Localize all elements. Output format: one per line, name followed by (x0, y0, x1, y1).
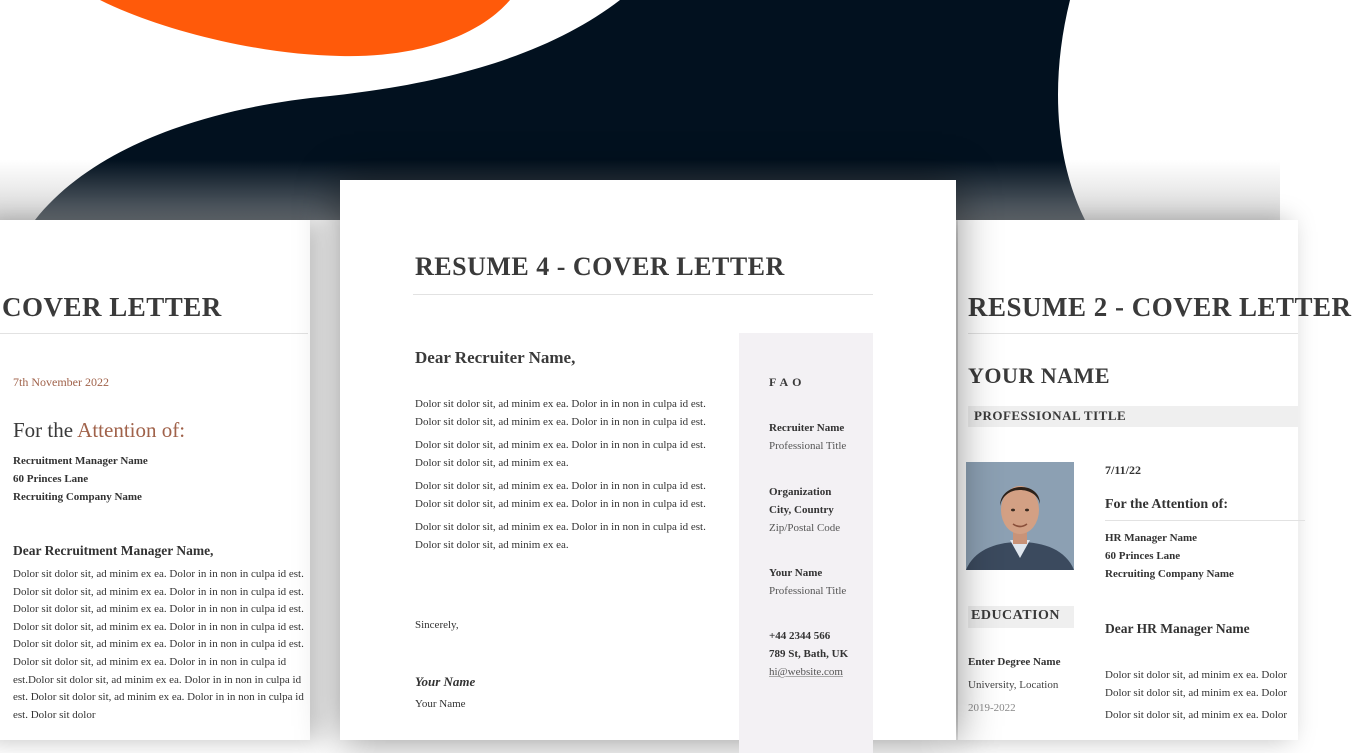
profile-photo (966, 462, 1074, 570)
address-line: HR Manager Name (1105, 532, 1198, 544)
attention-heading (13, 418, 185, 443)
body-paragraph: Dolor sit dolor sit, ad minim ex ea. Dolor in in non in culpa id est. Dolor sit dolor sit, ad minim ex ea. Dolor in in non in culpa id est. (415, 398, 706, 428)
person-portrait-icon (966, 462, 1074, 570)
degree-name: Enter Degree Name (968, 656, 1061, 668)
education-label-bar (968, 606, 1074, 628)
organization-block (769, 483, 840, 537)
sender-block (769, 564, 846, 600)
organization-name: Organization (769, 486, 832, 498)
body-line: Dolor sit dolor sit, ad minim ex ea. Dolor (1105, 687, 1288, 699)
letter-greeting: Dear Recruitment Manager Name, (13, 543, 214, 558)
letter-date: 7th November 2022 (13, 375, 109, 389)
email-link[interactable]: hi@website.com (769, 666, 843, 678)
letter-body (415, 396, 715, 560)
page-title: COVER LETTER (2, 292, 222, 322)
cover-letter-page-center[interactable] (340, 180, 956, 740)
signature-name: Your Name (415, 674, 476, 689)
letter-greeting: Dear Recruiter Name, (415, 348, 576, 367)
cover-letter-page-left[interactable] (0, 220, 310, 740)
attention-heading: For the Attention of: (1105, 497, 1228, 512)
street-address: 789 St, Bath, UK (769, 648, 849, 660)
professional-title: PROFESSIONAL TITLE (974, 408, 1127, 423)
title-divider (413, 294, 873, 295)
applicant-name: YOUR NAME (968, 363, 1110, 388)
attention-prefix: For the (13, 418, 78, 442)
recipient-address (1105, 529, 1234, 583)
address-line: Recruiting Company Name (13, 491, 142, 503)
body-line: Dolor sit dolor sit, ad minim ex ea. Dolor (1105, 709, 1288, 721)
zip-code: Zip/Postal Code (769, 522, 841, 534)
address-line: Recruitment Manager Name (13, 455, 148, 467)
page-title: RESUME 4 - COVER LETTER (415, 252, 785, 281)
sender-title: Professional Title (769, 585, 847, 597)
recruiter-block (769, 419, 846, 455)
body-paragraph: Dolor sit dolor sit, ad minim ex ea. Dolor in in non in culpa id est. Dolor sit dolor sit, ad minim ex ea. Dolor in in non in culpa id est. (415, 480, 706, 510)
recipient-address (13, 452, 148, 506)
sender-name: Your Name (769, 567, 823, 579)
letter-body: Dolor sit dolor sit, ad minim ex ea. Dolor in in non in culpa id est. Dolor sit dolor sit, ad minim ex ea. Dolor in in non in culpa id est. Dolor sit dolor sit, ad minim ex ea. Dolor in in non in culpa id est. Dolor sit dolor sit, ad minim ex ea. Dolor in in non in culpa id est. Dolor sit dolor sit, ad minim ex ea. Dolor in in non in culpa id est. Dolor sit dolor sit, ad minim ex ea. Dolor in in non in culpa id est.Dolor sit dolor sit, ad minim ex ea. Dolor in in non in culpa id est. Dolor sit dolor sit, ad minim ex ea. Dolor in in non in culpa id est. Dolor sit dolor (13, 568, 304, 721)
education-label: EDUCATION (971, 608, 1061, 623)
attention-accent: Attention of: (77, 418, 186, 442)
fao-sidebar (739, 333, 873, 753)
university-location: University, Location (968, 679, 1059, 691)
contact-block (769, 627, 848, 681)
body-line: Dolor sit dolor sit, ad minim ex ea. Dolor (1105, 669, 1288, 681)
city-country: City, Country (769, 504, 834, 516)
letter-body (1105, 666, 1305, 724)
cover-letter-page-right[interactable] (958, 220, 1352, 740)
professional-title-bar (968, 406, 1298, 427)
letter-date: 7/11/22 (1105, 463, 1142, 477)
address-line: 60 Princes Lane (1105, 550, 1181, 562)
sender-name: Your Name (415, 698, 466, 710)
title-divider (968, 333, 1298, 334)
address-line: 60 Princes Lane (13, 473, 89, 485)
fao-label: FAO (769, 375, 806, 389)
body-paragraph: Dolor sit dolor sit, ad minim ex ea. Dolor in in non in culpa id est. Dolor sit dolor sit, ad minim ex ea. (415, 439, 706, 469)
phone-number: +44 2344 566 (769, 630, 831, 642)
address-line: Recruiting Company Name (1105, 568, 1234, 580)
title-divider (0, 333, 308, 334)
recruiter-title: Professional Title (769, 440, 847, 452)
letter-closing: Sincerely, (415, 619, 459, 631)
body-paragraph: Dolor sit dolor sit, ad minim ex ea. Dolor in in non in culpa id est. Dolor sit dolor sit, ad minim ex ea. (415, 521, 706, 551)
page-title: RESUME 2 - COVER LETTER (968, 292, 1352, 322)
recruiter-name: Recruiter Name (769, 422, 845, 434)
attention-divider (1105, 520, 1305, 521)
letter-greeting: Dear HR Manager Name (1105, 621, 1250, 636)
education-years: 2019-2022 (968, 702, 1016, 714)
